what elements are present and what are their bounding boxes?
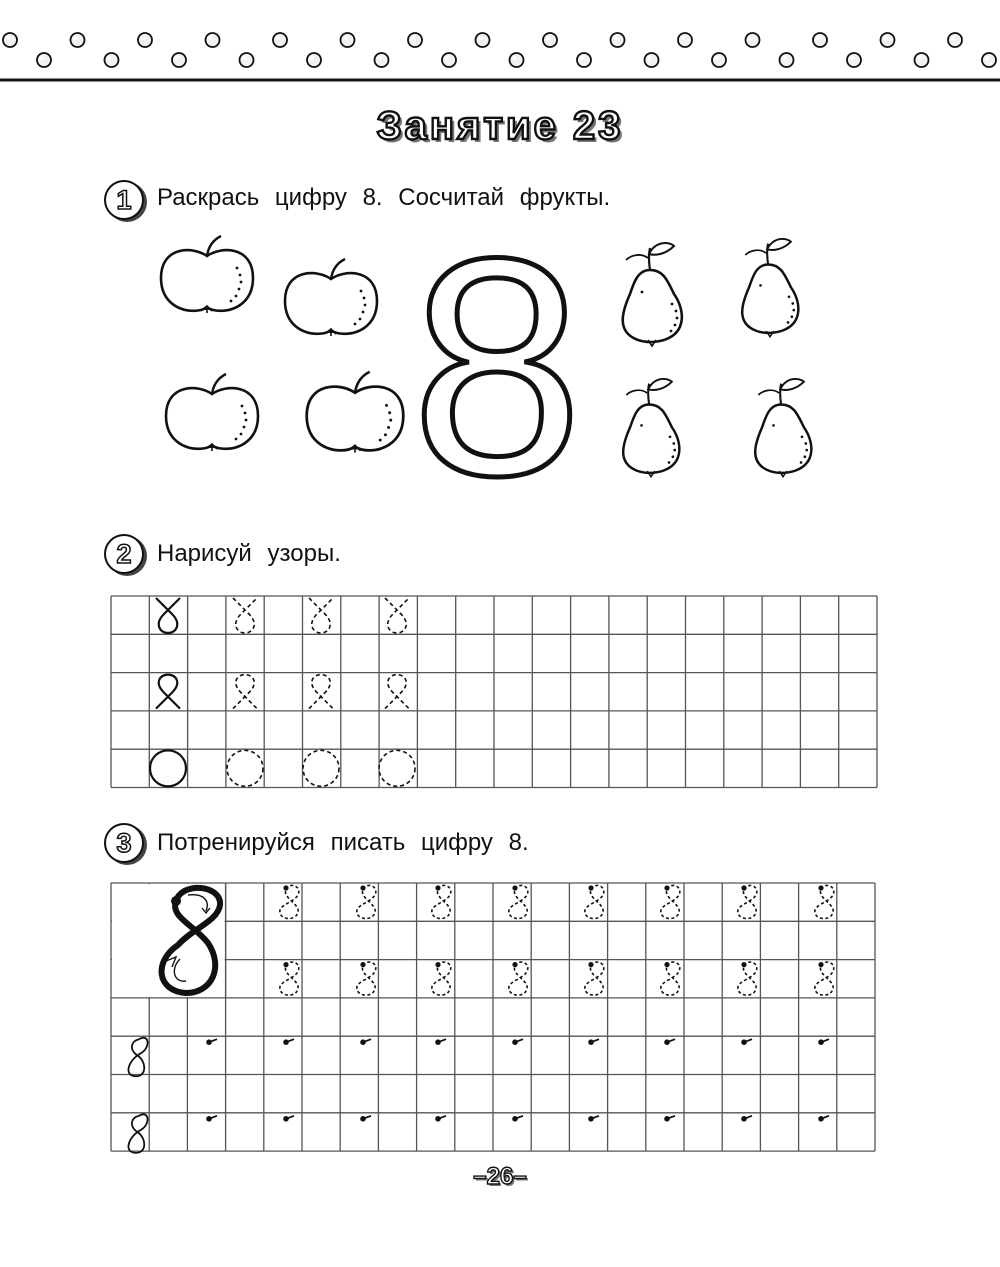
start-tick-mark	[206, 1116, 217, 1122]
task-1-number-badge: 1	[104, 180, 144, 220]
dashed-eight-tracing[interactable]	[815, 885, 834, 918]
start-tick-mark	[741, 1116, 752, 1122]
dashed-eight-tracing[interactable]	[357, 962, 376, 995]
dashed-eight-tracing[interactable]	[509, 962, 528, 995]
dashed-eight-tracing[interactable]	[432, 962, 451, 995]
start-tick-mark	[283, 1039, 294, 1045]
start-tick-mark	[360, 1039, 371, 1045]
big-digit-eight[interactable]: 8	[410, 193, 584, 540]
start-tick-mark	[664, 1039, 675, 1045]
start-tick-mark	[512, 1039, 523, 1045]
start-tick-mark	[283, 1116, 294, 1122]
dashed-eight-tracing[interactable]	[509, 885, 528, 918]
dashed-eight-tracing[interactable]	[585, 885, 604, 918]
start-tick-mark	[435, 1039, 446, 1045]
start-tick-mark	[741, 1039, 752, 1045]
start-tick-mark	[818, 1116, 829, 1122]
start-tick-mark	[435, 1116, 446, 1122]
dashed-eight-tracing[interactable]	[432, 885, 451, 918]
task-2-number-badge: 2	[104, 534, 144, 574]
dashed-eight-tracing[interactable]	[280, 885, 299, 918]
task-2-instruction: Нарисуй узоры.	[157, 540, 341, 567]
start-tick-mark	[664, 1116, 675, 1122]
task-3-number-badge: 3	[104, 823, 144, 863]
dashed-eight-tracing[interactable]	[815, 962, 834, 995]
task-1-instruction: Раскрась цифру 8. Сосчитай фрукты.	[157, 184, 611, 211]
start-tick-mark	[818, 1039, 829, 1045]
task-3-instruction: Потренируйся писать цифру 8.	[157, 829, 529, 856]
dashed-eight-tracing[interactable]	[585, 962, 604, 995]
dashed-eight-tracing[interactable]	[738, 885, 757, 918]
dashed-eight-tracing[interactable]	[280, 962, 299, 995]
dashed-eight-tracing[interactable]	[738, 962, 757, 995]
start-tick-mark	[360, 1116, 371, 1122]
dashed-eight-tracing[interactable]	[661, 885, 680, 918]
start-tick-mark	[588, 1039, 599, 1045]
page-number: –26–	[473, 1163, 527, 1190]
dashed-eight-tracing[interactable]	[661, 962, 680, 995]
sample-small-eight	[128, 1038, 147, 1077]
start-tick-mark	[512, 1116, 523, 1122]
dashed-eight-tracing[interactable]	[357, 885, 376, 918]
start-tick-mark	[588, 1116, 599, 1122]
sample-small-eight	[128, 1114, 147, 1153]
page-title: Занятие 23	[376, 104, 624, 148]
start-tick-mark	[206, 1039, 217, 1045]
